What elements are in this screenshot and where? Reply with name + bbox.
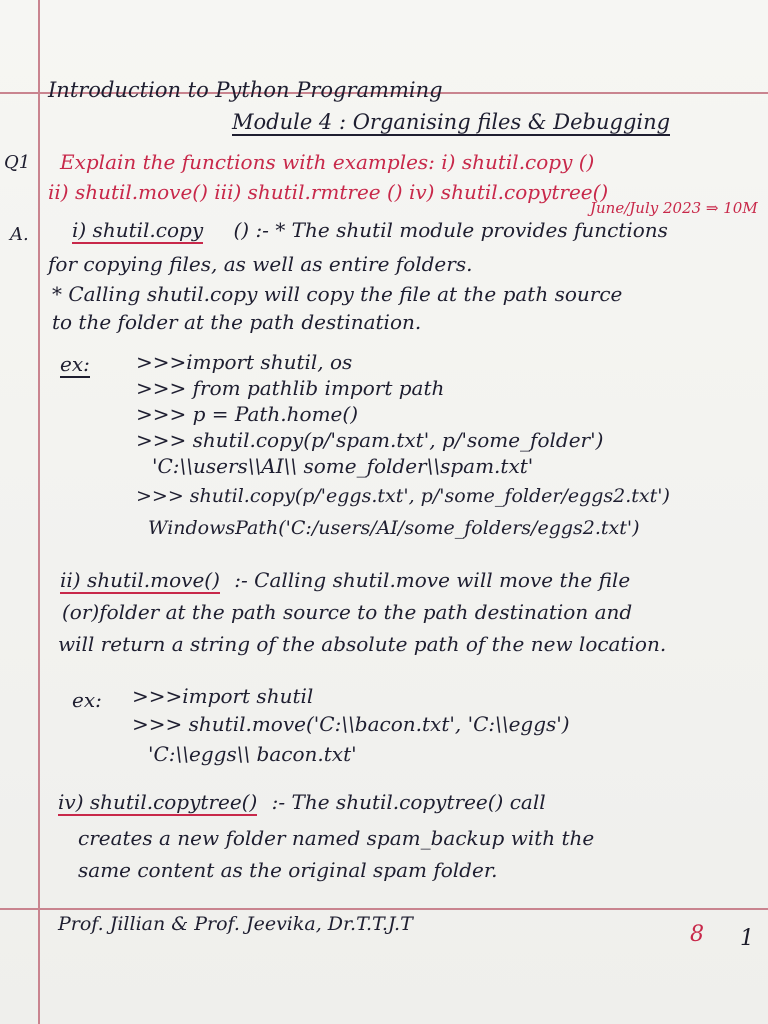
move-heading-row: [60, 568, 630, 592]
copytree-line-3: same content as the original spam folder.: [78, 858, 498, 882]
move-code-1: >>>import shutil: [132, 684, 314, 708]
copytree-heading-row: [58, 790, 546, 814]
page-mark: 8: [690, 922, 704, 947]
move-line-2: (or)folder at the path source to the path destination and: [62, 600, 633, 624]
copy-line-2: for copying files, as well as entire folders.: [48, 252, 473, 276]
bottom-rule-line: [0, 908, 768, 910]
margin-rule-line: [38, 0, 40, 1024]
module-title: [232, 110, 670, 136]
module-title-text: Module 4 : Organising files & Debugging: [232, 110, 671, 134]
move-code-2: >>> shutil.move('C:\\bacon.txt', 'C:\\eggs'): [132, 712, 570, 736]
copy-line-4: to the folder at the path destination.: [52, 310, 422, 334]
copy-code-1: >>>import shutil, os: [136, 350, 353, 374]
copy-code-3: >>> p = Path.home(): [136, 402, 358, 426]
exam-note: June/July 2023 ⇒ 10M: [590, 199, 758, 217]
copy-code-5: 'C:\\users\\AI\\ some_folder\\spam.txt': [152, 454, 534, 478]
copy-heading-paren: () :-: [233, 218, 269, 242]
move-heading: ii) shutil.move(): [60, 568, 220, 592]
copy-line-3: * Calling shutil.copy will copy the file at the path source: [52, 282, 623, 306]
copy-heading: i) shutil.copy: [72, 218, 204, 242]
copytree-heading: iv) shutil.copytree(): [58, 790, 258, 814]
page-number: 1: [740, 926, 754, 951]
move-example-label: ex:: [72, 688, 102, 712]
copytree-line-1: :- The shutil.copytree() call: [271, 790, 546, 814]
copy-line-1: * The shutil module provides functions: [275, 218, 668, 242]
copy-code-2: >>> from pathlib import path: [136, 376, 445, 400]
footer-authors: Prof. Jillian & Prof. Jeevika, Dr.T.T.J.T: [58, 913, 413, 935]
question-number: Q1: [4, 152, 31, 173]
copytree-line-2: creates a new folder named spam_backup with the: [78, 826, 595, 850]
move-line-1: :- Calling shutil.move will move the file: [234, 568, 631, 592]
move-line-3: will return a string of the absolute path of the new location.: [58, 632, 667, 656]
question-line-2: ii) shutil.move() iii) shutil.rmtree () iv) shutil.copytree(): [48, 180, 609, 204]
copy-example-label: ex:: [60, 352, 90, 376]
copy-code-6: >>> shutil.copy(p/'eggs.txt', p/'some_folder/eggs2.txt'): [136, 485, 670, 507]
answer-label: A.: [10, 224, 29, 245]
move-code-3: 'C:\\eggs\\ bacon.txt': [148, 742, 357, 766]
course-title: Introduction to Python Programming: [48, 78, 443, 102]
copy-code-4: >>> shutil.copy(p/'spam.txt', p/'some_folder'): [136, 428, 604, 452]
copy-code-7: WindowsPath('C:/users/AI/some_folders/eggs2.txt'): [148, 517, 640, 539]
copy-heading-row: [72, 218, 668, 242]
question-line-1: Explain the functions with examples: i) shutil.copy (): [60, 150, 595, 174]
